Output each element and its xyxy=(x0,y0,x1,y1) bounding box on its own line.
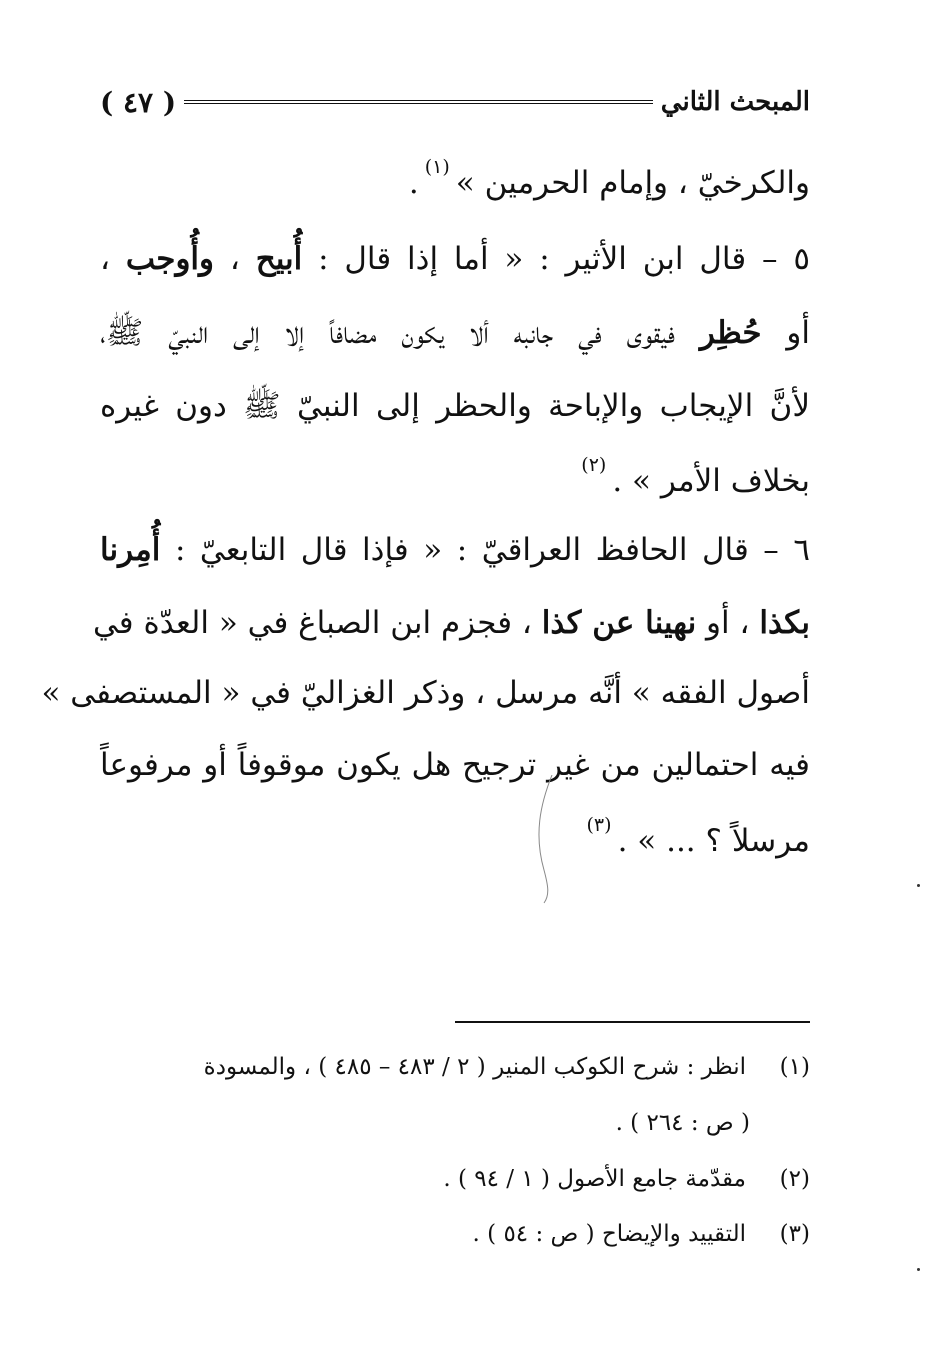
footnote-text: انظر : شرح الكوكب المنير ( ٢ / ٤٨٣ – ٤٨٥ ) ، والمسودة xyxy=(203,1054,746,1080)
body-text: ٥ – قال ابن الأثير : « أما إذا قال : xyxy=(302,241,810,277)
scan-speck xyxy=(917,884,920,887)
body-text: والكرخيّ ، وإمام الحرمين » xyxy=(455,165,810,201)
body-line-5 xyxy=(100,454,810,508)
body-text: ، أو xyxy=(696,605,760,641)
bold-term: أُبيح xyxy=(255,241,303,277)
footnote-text: التقييد والإيضاح ( ص : ٥٤ ) . xyxy=(472,1221,746,1247)
running-header xyxy=(100,82,810,122)
body-text: فيه احتمالين من غير ترجيح هل يكون موقوفاً أو مرفوعاً xyxy=(100,747,810,783)
body-line-10 xyxy=(100,814,810,868)
body-line-6 xyxy=(100,527,810,573)
footnote-divider xyxy=(455,1021,810,1023)
body-text: أو xyxy=(761,315,811,351)
footnote-text: ( ص : ٢٦٤ ) . xyxy=(615,1110,750,1136)
body-text: ، xyxy=(214,241,256,277)
body-line-8 xyxy=(41,670,810,716)
footnote-ref-3[interactable]: (٣) xyxy=(586,814,612,836)
footnote-2 xyxy=(100,1162,810,1196)
footnote-1-continuation xyxy=(100,1106,750,1140)
header-rule xyxy=(184,100,653,104)
bold-term: حُظِر xyxy=(699,315,762,351)
body-text: أصول الفقه » أنَّه مرسل ، وذكر الغزاليّ في « المستصفى » xyxy=(41,675,810,711)
footnote-ref-1[interactable]: (١) xyxy=(424,156,450,178)
bold-term: أُمِرنا xyxy=(100,532,161,568)
body-line-9 xyxy=(100,742,810,788)
bold-term: وأُوجب xyxy=(125,241,214,277)
footnote-number: (٣) xyxy=(779,1221,810,1247)
footnote-ref-2[interactable]: (٢) xyxy=(581,454,607,476)
pencil-mark xyxy=(530,775,570,905)
body-line-3 xyxy=(100,310,810,356)
page-number: ( ٤٧ ) xyxy=(100,85,177,119)
body-text: فيقوى في جانبه ألا يكون مضافاً إلا إلى النبيّ ﷺ، xyxy=(100,315,700,351)
body-text: لأنَّ الإيجاب والإباحة والحظر إلى النبيّ ﷺ دون غيره xyxy=(100,388,810,424)
body-text: ، فجزم ابن الصباغ في « العدّة في xyxy=(92,605,542,641)
body-text: ٦ – قال الحافظ العراقيّ : « فإذا قال التابعيّ : xyxy=(160,532,810,568)
body-text: مرسلاً ؟ ... » . xyxy=(617,823,810,859)
section-title: المبحث الثاني xyxy=(660,87,810,117)
footnote-3 xyxy=(100,1217,810,1251)
body-text: . xyxy=(408,165,419,201)
footnote-1 xyxy=(100,1050,810,1084)
footnote-number: (٢) xyxy=(779,1166,810,1192)
footnote-text: مقدّمة جامع الأصول ( ١ / ٩٤ ) . xyxy=(443,1166,746,1192)
footnote-number: (١) xyxy=(779,1054,810,1080)
body-text: ، xyxy=(100,241,126,277)
bold-term: بكذا xyxy=(759,605,810,641)
body-line-1 xyxy=(100,156,810,210)
bold-term: نهينا عن كذا xyxy=(541,605,697,641)
body-line-2 xyxy=(100,236,810,282)
body-text: بخلاف الأمر » . xyxy=(612,463,810,499)
body-line-4 xyxy=(100,383,810,429)
body-line-7 xyxy=(92,600,810,646)
scan-speck xyxy=(917,1268,920,1271)
